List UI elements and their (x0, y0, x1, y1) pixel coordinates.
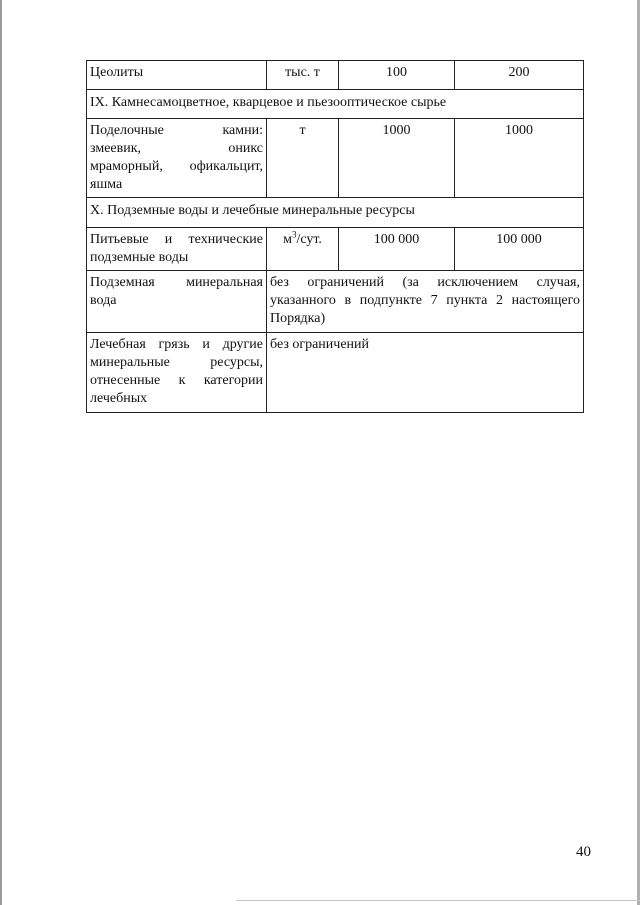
resource-name-line: вода (90, 293, 117, 308)
resource-name-cell (87, 119, 267, 198)
value2: 200 (508, 65, 530, 80)
resource-name-line: змеевик, оникс (90, 141, 263, 156)
page-number: 40 (576, 844, 591, 860)
value2-cell (455, 228, 584, 271)
scan-edge-line (236, 900, 640, 901)
section-header-cell (87, 90, 584, 119)
page-left-edge (0, 0, 2, 905)
resource-name-line: подземные воды (90, 250, 189, 265)
resource-name: Цеолиты (90, 65, 144, 80)
resource-name-line: Поделочные камни: (90, 123, 263, 138)
table-row-drinking-water (87, 228, 584, 271)
resources-table (86, 60, 584, 413)
unit-label: т (299, 123, 306, 138)
section-title: X. Подземные воды и лечебные минеральные ресурсы (90, 203, 415, 218)
resource-name-cell (87, 228, 267, 271)
resource-name-line: отнесенные к категории (90, 373, 263, 388)
limit-line: без ограничений (за исключением случая, (270, 275, 580, 290)
unit-cell (267, 228, 339, 271)
value1: 100 (386, 65, 407, 80)
value1-cell (339, 228, 455, 271)
unit-label (283, 229, 322, 247)
resource-name-line: лечебных (90, 391, 148, 406)
section-header-row-ix (87, 90, 584, 119)
table-row-decor-stones (87, 119, 584, 198)
limit-text: без ограничений (270, 337, 370, 352)
resource-name-line: яшма (90, 177, 123, 192)
unit-label: тыс. т (285, 65, 320, 80)
unit-tail: /сут. (296, 232, 322, 247)
unit-cell (267, 119, 339, 198)
resource-name-line: мраморный, офикальцит, (90, 159, 263, 174)
limit-line: указанного в подпункте 7 пункта 2 настоящего (270, 293, 580, 308)
value2-cell (455, 119, 584, 198)
limit-cell (267, 333, 584, 413)
resource-name-cell (87, 61, 267, 90)
value2-cell (455, 61, 584, 90)
unit-base: м (283, 232, 292, 247)
value1: 100 000 (373, 232, 420, 247)
unit-superscript: 3 (291, 229, 297, 240)
resource-name-cell (87, 333, 267, 413)
value2: 100 000 (496, 232, 542, 247)
resource-name-line: Подземная минеральная (90, 275, 263, 290)
table-row-zeolites (87, 61, 584, 90)
resource-name-line: минеральные ресурсы, (90, 355, 263, 370)
value2: 1000 (505, 123, 533, 138)
limit-cell (267, 271, 584, 333)
section-header-cell (87, 198, 584, 228)
value1-cell (339, 61, 455, 90)
value1-cell (339, 119, 455, 198)
table-row-mud (87, 333, 584, 413)
table-row-mineral-water (87, 271, 584, 333)
resource-name-line: Питьевые и технические (90, 232, 263, 247)
section-title: IX. Камнесамоцветное, кварцевое и пьезооптическое сырье (90, 95, 447, 110)
limit-line: Порядка) (270, 311, 326, 326)
unit-cell (267, 61, 339, 90)
resource-name-line: Лечебная грязь и другие (90, 337, 263, 352)
resource-name-cell (87, 271, 267, 333)
section-header-row-x (87, 198, 584, 228)
value1: 1000 (382, 123, 411, 138)
